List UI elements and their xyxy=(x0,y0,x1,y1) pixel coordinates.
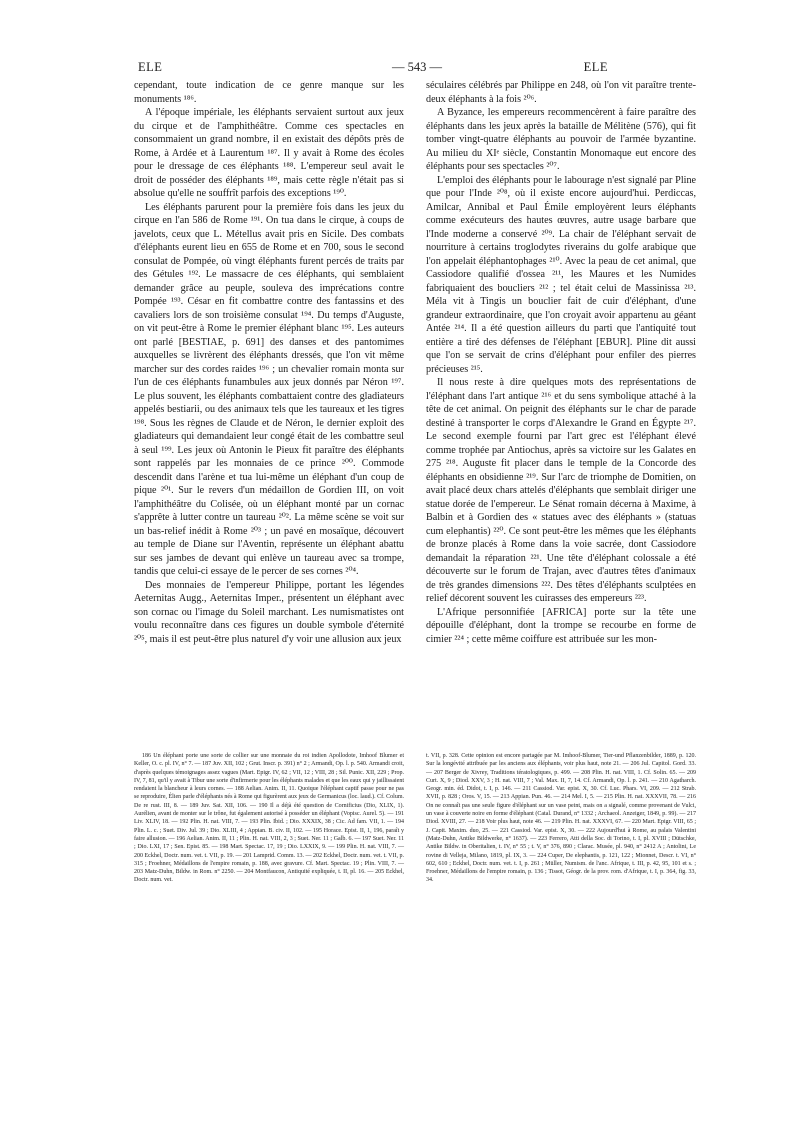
footnote-block: 186 Un éléphant porte une sorte de collier sur une monnaie du roi indien Apollodote, Imhoof Blumer et Keller, O. c. pl. IV, n° 7. — 187 Juv. XII, 102 ; Grut. Inscr. p. 391) n° 2 ; Armandi, Op. l. p. 540. Armandi croit, d'après quelques témoignages assez vagues (Mart. Epigr. IV, 62 ; VII, 12 ; VIII, 28 ; Sil. Punic. XII, 229 ; Prop. IV, 7, 81, qu'il y avait à Tibur une sorte d'infirmerie pour les éléphants malades et que les eaux qui y jaillissaient rendaient la blancheur à leurs cornes. — 188 Aelian. Anim. II, 11. Quoique l'éléphant captif passe pour ne pas se reproduire, Élien parle d'éléphants nés à Rome qui figurèrent aux jeux de Germanicus (loc. laud.). Cf. Colum. De re rust. III, 8. — 189 Juv. Sat. XII, 106. — 190 Il a déjà été question de Cornificius (Dio, XLIX, 1). Aurélien, avant de monter sur le trône, fut également autorisé à posséder un éléphant (Vopisc. Aurel. 5). — 191 Liv. XLIV, 18. — 192 Plin. H. nat. VIII, 7. — 193 Plin. Ibid. ; Dio. XXXIX, 38 ; Cic. Ad fam. VII, 1. — 194 Plin. L. c. ; Suet. Div. Jul. 39 ; Dio. XLIII, 4 ; Appian. B. civ. II, 102. — 195 Horace. Epist. II, 1, 196, paraît y faire allusion. — 196 Aelian. Anim. II, 11 ; Plin. H. nat. VIII, 2, 3 ; Suet. Ner. 11 ; Galb. 6. — 197 Suet. Ner. 11 ; Dio. LXI, 17 ; Sen. Epist. 85. — 198 Mart. Spectac. 17, 19 ; Dio. LXXIX, 9. — 199 Plin. H. nat. VIII, 7. — 200 Eckhel, Doctr. num. vet. t. VII, p. 19. — 201 Lamprid. Comm. 13. — 202 Eckhel, Doctr. num. vet. t. VII, p. 315 ; Froehner, Médaillons de l'empire romain, p. 188, avec gravure. Cf. Mart. Spectac. 19 ; Plin. VIII, 7. — 203 Matz-Duhn, Bildw. in Rom. n° 2250. — 204 Montfaucon, Antiquité expliquée, t. II, pl. 16. — 205 Eckhel, Doctr. num. vet. xyxy=(134,753,404,884)
running-header xyxy=(138,60,696,80)
paragraph: A Byzance, les empereurs recommencèrent à faire paraître des éléphants dans les jeux après la bataille de Mélitène (576), qui fit tomber vingt-quatre éléphants au pouvoir de l'armée byzantine. Au milieu du XIᵉ siècle, Constantin Monomaque eut encore des éléphants pour ses spectacles ²⁰⁷. xyxy=(426,107,696,172)
paragraph: Des monnaies de l'empereur Philippe, portant les légendes Aeternitas Augg., Aeternitas Imper., présentent un éléphant avec son cornac ou l'image du Soleil marchant. Les numismatistes ont voulu reconnaître dans ces figures un double symbole d'éternité ²⁰⁵, mais il est peut-être plus naturel d'y voir une allusion aux jeux xyxy=(134,579,404,645)
paragraph: séculaires célébrés par Philippe en 248, où l'on vit paraître trente-deux éléphants à la fois ²⁰⁶. xyxy=(426,80,696,105)
paragraph: cependant, toute indication de ce genre manque sur les monuments ¹⁸⁶. xyxy=(134,80,404,105)
footnote-block: t. VII, p. 328. Cette opinion est encore partagée par M. Imhoof-Blumer, Tier-und Pflanzenbilder, 1889, p. 120. Sur la longévité attribuée par les anciens aux éléphants, voir plus haut, note 21. — 206 Jul. Capitol. Gord. 33. — 207 Berger de Xivrey, Traditions tératologiques, p. 499. — 208 Plin. H. nat. VIII, 1. Cf. Solin. 65. — 209 Curt. X, 9 ; Diod. XXV, 3 ; H. nat. VIII, 7 ; Val. Max. II, 7, 14. Cf. Armandi, Op. l. p. 241. — 210 Agatharch. Geogr. min. éd. Didot, t. I, p. 146. — 211 Cassiod. Var. epist. X, 30. Cf. Luc. Phars. VI, 209. — 212 Strab. XVII, p. 828 ; Oros. V, 15. — 213 Appian. Pun. 46. — 214 Mel. I, 5. — 215 Plin. H. nat. XXXVII, 78. — 216 On ne connaît pas une seule figure d'éléphant sur un vase peint, mais on a signalé, comme provenant de Vulci, un vase à couverte noire en forme d'éléphant (Catal. Durand, n° 1332 ; Archaeol. Anzeiger, 1849, p. 99). — 217 Diod. XVIII, 27. — 218 Voir plus haut, note 46. — 219 Plin. H. nat. XXXVI, 67. — 220 Mart. Epigr. VIII, 65 ; J. Capit. Maxim. duo, 25. — 221 Cassiod. Var. epist. X, 30. — 222 Aujourd'hui à Rome, au palais Valentini (Matz-Duhn, Antike Bildwerke, n° 1637). — 223 Ferrero, Atti della Soc. di Torino, t. I, pl. XVIII ; Dütschke, Antike Bildw. in Oberitalien, t. IV, n° 55 ; t. V, n° 376, 890 ; Clarac. Musée, pl. 940, n° 2412 A ; Antolini, Le rovine di Velleja, Milano, 1819, pl. IX, 3. — 224 Cuper, De elephantis, p. 121, 122 ; Mionnet, Descr. t. VI, n° 602, 610 ; Eckhel, Doctr. num. vet. t. I, p. 261 ; Müller, Numism. de l'anc. Afrique, t. III, p. 42, 95, 101 et s. ; Froehner, Médaillons de l'empire romain, p. 136 ; Tissot, Géogr. de la prov. rom. d'Afrique, t. I, p. 364, fig. 33, 34. xyxy=(426,753,696,884)
header-left-keyword: ELE xyxy=(138,60,163,74)
paragraph: L'emploi des éléphants pour le labourage n'est signalé par Pline que pour l'Inde ²⁰⁸, où il existe encore aujourd'hui. Perdiccas, Amilcar, Annibal et Paul Émile employèrent leurs éléphants comme exécuteurs des hautes œuvres, autre usage barbare que l'Inde moderne a conservé ²⁰⁹. La chair de l'éléphant servait de nourriture à certains troglodytes riverains du golfe arabique que l'on appelait éléphantophages ²¹⁰. Avec la peau de cet animal, que Cassiodore qualifié d'ossea ²¹¹, les Maures et les Numides fabriquaient des boucliers ²¹² ; tel était celui de Massinissa ²¹³. Méla vit à Tingis un bouclier fait de cuir d'éléphant, d'une grandeur extraordinaire, que l'on croyait avoir appartenu au géant Antée ²¹⁴. Il a été question ailleurs du parti que l'antiquité tout entière a tiré des défenses de l'éléphant [EBUR]. Pline dit aussi que l'on se servait de crins d'éléphant pour enfiler des pierres précieuses ²¹⁵. xyxy=(426,174,696,375)
paragraph: Il nous reste à dire quelques mots des représentations de l'éléphant dans l'art antique ²¹⁶ et du sens symbolique attaché à la tête de cet animal. On peignit des éléphants sur le char de parade destiné à transporter le corps d'Alexandre le Grand en Égypte ²¹⁷. Le second exemple fourni par l'art grec est l'éléphant élevé comme trophée par Antiochus, après sa victoire sur les Galates en 275 ²¹⁸. Auguste fit placer dans le temple de la Concorde des éléphants en obsidienne ²¹⁹. Sur l'arc de triomphe de Domitien, on avait placé deux chars attelés d'éléphants que semblait diriger une statue dorée de l'empereur. Le Sénat romain décerna à Maxime, à Balbin et à Gordien des « statues avec des éléphants » (statuas cum elephantis) ²²⁰. Ce sont peut-être les mêmes que les éléphants de bronze placés à Rome dans la voie sacrée, dont Cassiodore demandait la réparation ²²¹. Une tête d'éléphant colossale a été découverte sur le forum de Trajan, avec d'autres têtes d'animaux de très grandes dimensions ²²². Des têtes d'éléphants sculptées en relief décorent souvent les cuirasses des empereurs ²²³. xyxy=(426,377,696,604)
paragraph: Les éléphants parurent pour la première fois dans les jeux du cirque en l'an 586 de Rome ¹⁹¹. On tua dans le cirque, à coups de javelots, ceux que L. Métellus avait pris en Sicile. Des combats d'éléphants eurent lieu en 655 de Rome et en 700, sous le second consulat de Pompée, où vingt éléphants furent percés de traits par des Gétules ¹⁹². Le massacre de ces éléphants, qui semblaient demander grâce au peuple, souleva des imprécations contre Pompée ¹⁹³. César en fit combattre contre des fantassins et des cavaliers lors de son troisième consulat ¹⁹⁴. Du temps d'Auguste, on vit peut-être à Rome le premier éléphant blanc ¹⁹⁵. Les auteurs ont parlé [BESTIAE, p. 691] des danses et des pantomimes auxquelles se livrèrent des éléphants dressés, que l'on vit même marcher sur des cordes raides ¹⁹⁶ ; un chevalier romain monta sur l'un de ces éléphants funambules aux jeux donnés par Néron ¹⁹⁷. Le plus souvent, les éléphants combattaient contre des gladiateurs appelés bestiarii, ou des animaux tels que les taureaux et les tigres ¹⁹⁸. Sous les règnes de Claude et de Néron, le dernier exploit des gladiateurs qui demandaient leur congé était de les combattre seul à seul ¹⁹⁹. Les jeux où Antonin le Pieux fit paraître des éléphants sont rappelés par les monnaies de ce prince ²⁰⁰. Commode descendit dans l'arène et tua lui-même un éléphant d'un coup de pique ²⁰¹. Sur le revers d'un médaillon de Gordien III, on voit l'amphithéâtre du Colisée, où un éléphant monté par un cornac s'apprête à lutter contre un taureau ²⁰². La même scène se voit sur un bas-relief inédit à Rome ²⁰³ ; un pavé en mosaïque, découvert au temple de Diane sur l'Aventin, représente un éléphant abattu sur ses jambes de devant qui enlève un taureau avec sa trompe, tandis que celui-ci essaye de le percer de ses cornes ²⁰⁴. xyxy=(134,201,404,577)
right-footnotes xyxy=(426,752,696,885)
right-text-column xyxy=(426,79,696,646)
left-text-column xyxy=(134,79,404,646)
page-number: — 543 — xyxy=(392,60,442,74)
paragraph: A l'époque impériale, les éléphants servaient surtout aux jeux du cirque et de l'amphithéâtre. Comme ces spectacles en consommaient un grand nombre, il en existait des dépôts près de Rome, à Ardée et à Laurentum ¹⁸⁷. Il y avait à Rome des écoles pour le dressage de ces éléphants ¹⁸⁸. L'empereur seul avait le droit de posséder des éléphants ¹⁸⁹, mais cette règle n'était pas si absolue qu'elle ne souffrît parfois des exceptions ¹⁹⁰. xyxy=(134,107,404,199)
header-right-keyword: ELE xyxy=(583,60,608,74)
paragraph: L'Afrique personnifiée [AFRICA] porte sur la tête une dépouille d'éléphant, dont la trompe se recourbe en forme de cimier ²²⁴ ; cette même coiffure est attribuée sur les mon- xyxy=(426,606,696,645)
left-footnotes xyxy=(134,752,404,885)
